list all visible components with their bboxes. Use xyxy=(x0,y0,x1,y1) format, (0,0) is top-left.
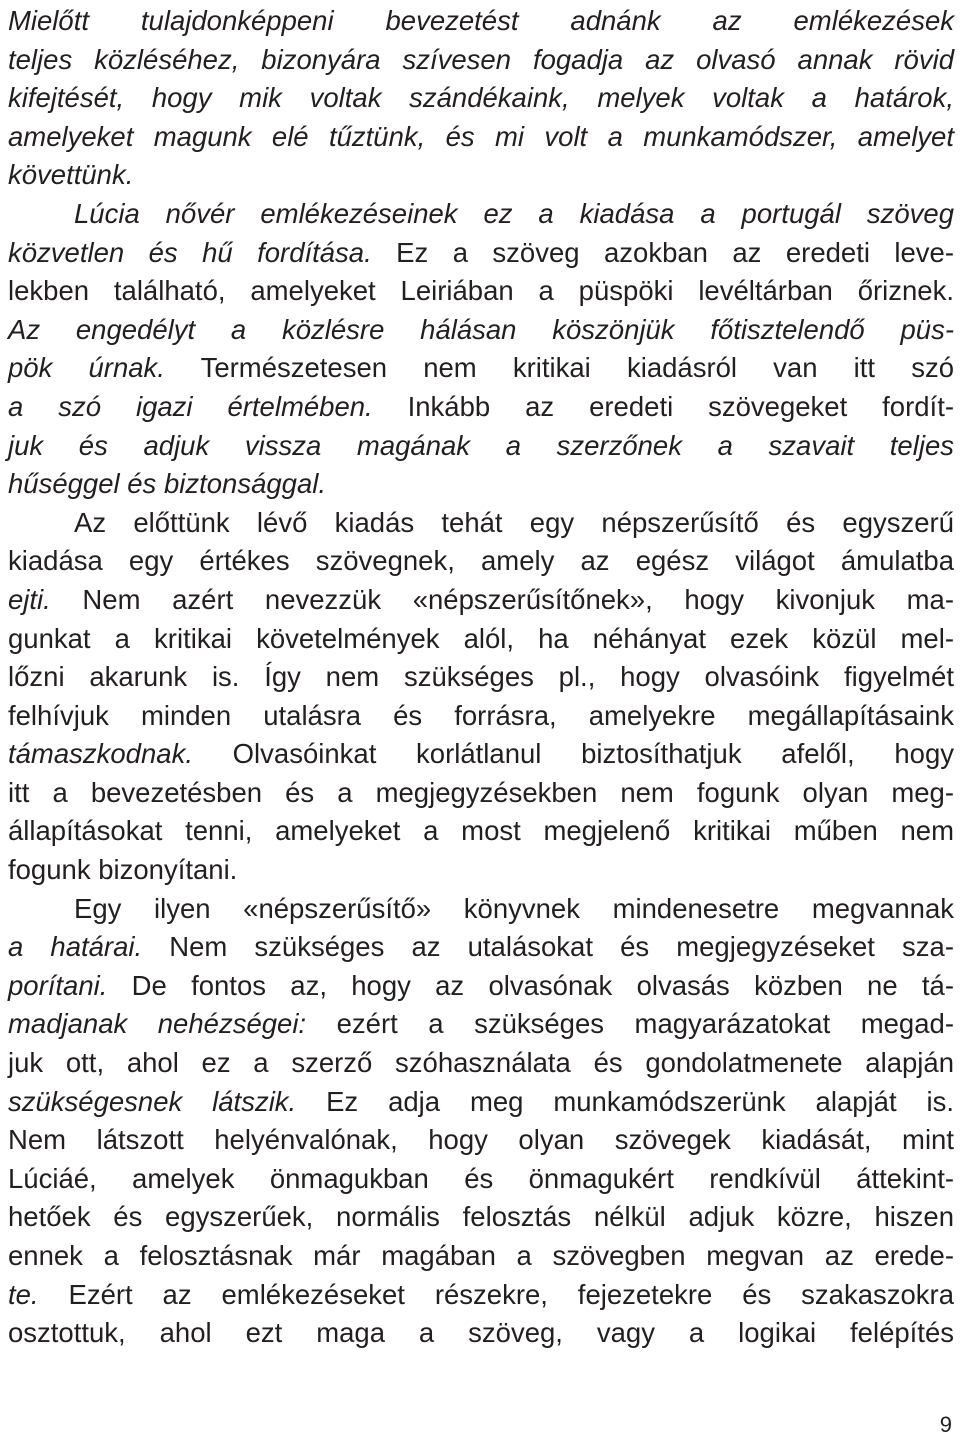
text-line xyxy=(8,311,954,350)
text-segment: Mielőtt tulajdonképpeni bevezetést adnánk az emlékezések xyxy=(8,5,954,36)
text-segment: ezért a szükséges magyarázatokat megad- xyxy=(306,1008,954,1040)
text-segment: Az előttünk lévő kiadás tehát egy népszerűsítő és egyszerű xyxy=(74,506,954,538)
text-segment: porítani. xyxy=(8,969,108,1001)
text-line xyxy=(8,41,954,80)
text-segment: Lúciáé, amelyek önmagukban és önmagukért rendkívül áttekint- xyxy=(8,1162,954,1194)
text-segment: Természetesen nem kritikai kiadásról van itt szó xyxy=(164,352,954,384)
text-line xyxy=(8,967,954,1006)
text-segment: Ez a szöveg azokban az eredeti leve- xyxy=(371,236,954,268)
text-segment: Nem szükséges az utalásokat és megjegyzéseket sza- xyxy=(142,931,954,963)
text-segment: De fontos az, hogy az olvasónak olvasás közben ne tá- xyxy=(107,969,954,1001)
text-line xyxy=(8,1314,954,1353)
body-text xyxy=(8,2,954,1353)
text-segment: pök úrnak. xyxy=(8,352,165,384)
text-segment: itt a bevezetésben és a megjegyzésekben nem fogunk olyan meg- xyxy=(8,776,954,808)
text-line xyxy=(8,79,954,118)
text-segment: szükségesnek látszik. xyxy=(8,1085,297,1117)
text-segment: lőzni akarunk is. Így nem szükséges pl., hogy olvasóink figyelmét xyxy=(8,661,954,693)
text-line xyxy=(8,234,954,273)
text-segment: hetőek és egyszerűek, normális felosztás nélkül adjuk közre, hiszen xyxy=(8,1201,954,1233)
text-line xyxy=(8,735,954,774)
text-segment: kiadása egy értékes szövegnek, amely az egész világot ámulatba xyxy=(8,545,954,577)
text-segment: Nem azért nevezzük «népszerűsítőnek», hogy kivonjuk ma- xyxy=(50,583,954,615)
text-segment: Az engedélyt a közlésre hálásan köszönjük főtisztelendő püs- xyxy=(8,313,954,345)
text-segment: kifejtését, hogy mik voltak szándékaink, melyek voltak a határok, xyxy=(8,82,954,114)
text-segment: ennek a felosztásnak már magában a szövegben megvan az erede- xyxy=(8,1240,954,1271)
text-line xyxy=(8,812,954,851)
text-line xyxy=(8,427,954,466)
text-line xyxy=(8,465,954,504)
text-line xyxy=(8,272,954,311)
text-line xyxy=(8,620,954,659)
text-line xyxy=(8,156,954,195)
text-segment: fogunk bizonyítani. xyxy=(8,854,238,886)
text-segment: a határai. xyxy=(8,931,143,963)
text-segment: a szó igazi értelmében. xyxy=(8,390,373,422)
text-segment: juk ott, ahol ez a szerző szóhasználata és gondolatmenete alapján xyxy=(8,1047,954,1079)
text-segment: Lúcia nővér emlékezéseinek ez a kiadása a portugál szöveg xyxy=(74,197,954,229)
text-line xyxy=(8,542,954,581)
text-segment: te. xyxy=(8,1278,39,1310)
text-segment: hűséggel és biztonsággal. xyxy=(8,468,327,500)
text-line xyxy=(8,388,954,427)
text-line xyxy=(8,1276,954,1315)
text-line xyxy=(8,1237,954,1276)
text-segment: lekben található, amelyeket Leiriában a püspöki levéltárban őriznek. xyxy=(8,275,954,307)
page-number: 9 xyxy=(939,1412,952,1437)
text-line xyxy=(8,504,954,543)
text-line xyxy=(8,928,954,967)
text-segment: gunkat a kritikai követelmények alól, ha néhányat ezek közül mel- xyxy=(8,622,954,654)
text-segment: teljes közléséhez, bizonyára szívesen fogadja az olvasó annak rövid xyxy=(8,43,954,75)
text-line xyxy=(8,890,954,929)
text-line xyxy=(8,581,954,620)
text-segment: Inkább az eredeti szövegeket fordít- xyxy=(372,390,954,422)
text-segment: Egy ilyen «népszerűsítő» könyvnek mindenesetre megvannak xyxy=(74,892,954,924)
text-segment: követtünk. xyxy=(8,159,134,191)
text-line xyxy=(8,1198,954,1237)
text-segment: Ezért az emlékezéseket részekre, fejezetekre és szakaszokra xyxy=(38,1278,954,1310)
text-segment: ejti. xyxy=(8,583,51,615)
text-segment: amelyeket magunk elé tűztünk, és mi volt a munkamódszer, amelyet xyxy=(8,120,954,152)
text-line xyxy=(8,1083,954,1122)
text-line xyxy=(8,1160,954,1199)
text-segment: Ez adja meg munkamódszerünk alapját is. xyxy=(296,1085,954,1117)
text-line xyxy=(8,349,954,388)
text-line xyxy=(8,1044,954,1083)
text-segment: Nem látszott helyénvalónak, hogy olyan szövegek kiadását, mint xyxy=(8,1124,954,1156)
text-segment: juk és adjuk vissza magának a szerzőnek a szavait teljes xyxy=(8,429,954,461)
text-line xyxy=(8,697,954,736)
text-line xyxy=(8,851,954,890)
text-segment: állapításokat tenni, amelyeket a most megjelenő kritikai műben nem xyxy=(8,815,954,847)
text-segment: osztottuk, ahol ezt maga a szöveg, vagy a logikai felépítés xyxy=(8,1317,954,1349)
text-line xyxy=(8,1121,954,1160)
text-segment: támaszkodnak. xyxy=(8,738,193,770)
text-segment: felhívjuk minden utalásra és forrásra, amelyekre megállapításaink xyxy=(8,699,954,731)
text-segment: Olvasóinkat korlátlanul biztosíthatjuk afelől, hogy xyxy=(192,738,954,770)
text-line xyxy=(8,774,954,813)
text-line xyxy=(8,658,954,697)
text-segment: madjanak nehézségei: xyxy=(8,1008,307,1040)
text-line xyxy=(8,118,954,157)
text-line xyxy=(8,1005,954,1044)
text-segment: közvetlen és hű fordítása. xyxy=(8,236,372,268)
text-line xyxy=(8,2,954,41)
text-line xyxy=(8,195,954,234)
